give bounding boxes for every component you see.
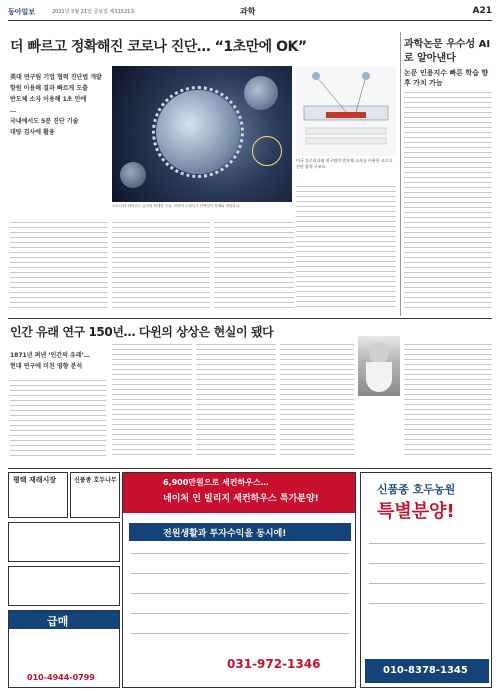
ad-small-1[interactable] [8,522,120,562]
second-body-col5 [404,344,492,464]
ad-line [369,603,485,604]
ad-headline: 특별분양! [377,501,455,522]
second-body-col2 [112,344,192,464]
ad-title: 급매 [47,615,69,628]
ad-phone[interactable]: 010-4944-0799 [27,673,95,682]
ad-banner-text: 전원생활과 투자수익을 동시에! [163,529,287,539]
ad-headline: 6,900만원으로 세컨하우스… [163,478,269,487]
ad-nursery-small[interactable] [70,472,120,518]
second-body-col4 [280,344,354,464]
section-title: 과학 [240,7,256,16]
deck-line: 국내에서도 5분 진단 기술 [10,118,79,125]
ad-country-house[interactable] [122,472,356,688]
deck-line: 현대 연구에 미친 영향 분석 [10,363,83,370]
photo-caption: 코로나19 바이러스 입자를 확대한 모습. 표면의 스파이크 단백질이 항체와 결합한다. [112,204,241,208]
sidebar-subheadline: 논문 인용지수 빠른 학습 향후 가치 가늠 [404,69,489,87]
ad-line [131,573,349,574]
deck-line: … [10,107,16,114]
sidebar-headline: 과학논문 우수성 AI로 알아낸다 [404,39,491,64]
main-deck [10,72,106,138]
darwin-portrait [358,336,400,396]
article-body-col2 [112,222,210,314]
issue-date: 2021년 5월 21일 금요일 제31521호 [52,9,136,15]
ad-phone[interactable]: 031-972-1346 [227,657,321,671]
ad-line [369,563,485,564]
deck-line: 항원 이용해 결과 빠르게 도출 [10,85,88,92]
ad-small-2[interactable] [8,566,120,606]
ad-line [131,593,349,594]
portrait-head [369,342,389,364]
story-divider [8,318,492,319]
article-body-col1 [10,222,108,314]
ad-walnut-farm[interactable] [360,472,492,688]
ads-divider [8,468,492,469]
ad-line [131,553,349,554]
masthead-rule [8,20,492,21]
ad-title: 신품종 호두나무 [74,477,117,484]
highlight-ring [252,136,282,166]
deck-line: 1871년 펴낸 ‘인간의 유래’… [10,352,90,359]
second-deck [10,350,106,372]
ad-subheadline: 네이처 인 빌리지 세컨하우스 특가분양! [163,494,319,504]
ad-line [369,583,485,584]
ads-section [8,470,492,690]
masthead [8,5,492,19]
page-number: A21 [472,6,492,16]
article-body-col3 [214,222,294,314]
ad-line [131,633,349,634]
deck-line: 대량 검사에 활용 [10,129,55,136]
ad-phone[interactable]: 010-8378-1345 [383,665,468,676]
portrait-beard [366,362,392,392]
article-body-col4 [296,186,396,314]
ad-market[interactable] [8,472,68,518]
virus-photo [112,66,292,202]
ad-title: 신품종 호두농원 [377,483,456,496]
second-body-col1 [10,380,106,464]
paper-name: 동아일보 [8,8,36,16]
ad-line [369,543,485,544]
main-headline: 더 빠르고 정확해진 코로나 진단… “1초만에 OK” [10,39,307,55]
deck-line: 반도체 소자 이용해 1초 만에 [10,96,87,103]
ad-title: 평택 재래시장 [13,476,57,484]
virus-particle [244,76,278,110]
deck-line: 美대 연구팀 기업 협력 진단법 개발 [10,74,102,81]
second-body-col3 [196,344,276,464]
sidebar-divider [400,32,401,316]
virus-particle [120,162,146,188]
second-headline: 인간 유래 연구 150년… 다윈의 상상은 현실이 됐다 [10,325,274,339]
ad-urgent-sale[interactable] [8,610,120,688]
diagram-caption: 미국 플로리다대 연구팀의 반도체 소자를 이용한 코로나 진단 장치 구조도. [296,158,393,169]
device-diagram [296,66,396,156]
sidebar-body [404,92,492,314]
virus-particle [156,90,240,174]
ad-line [131,613,349,614]
